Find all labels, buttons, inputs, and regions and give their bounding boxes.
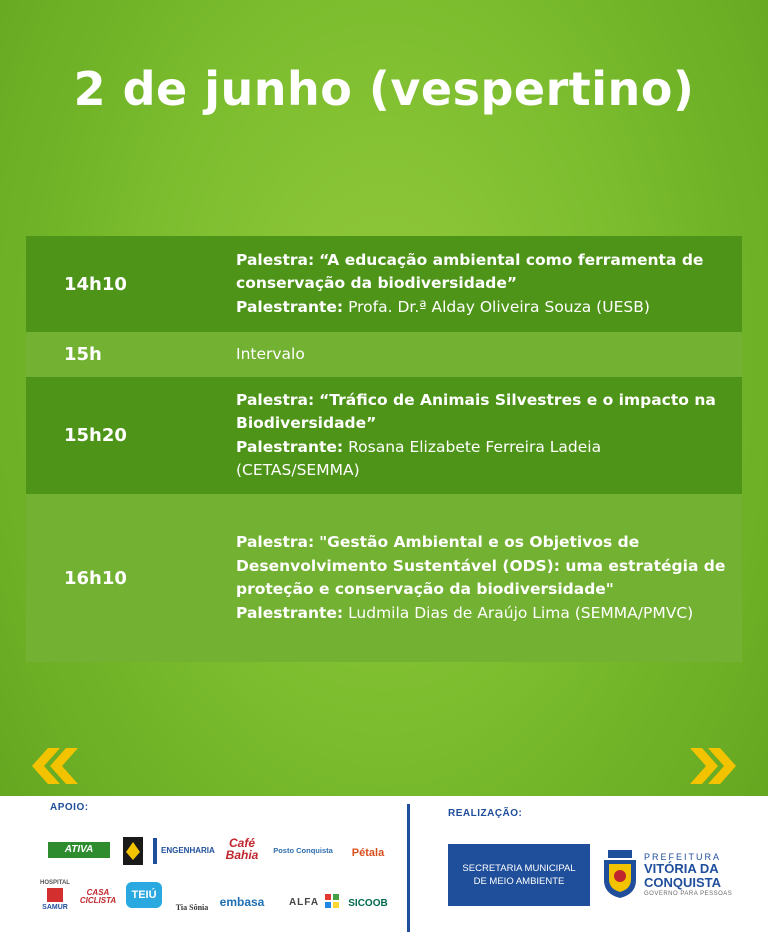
posto-conquista-logo: Posto Conquista xyxy=(273,846,333,856)
samur-logo xyxy=(38,878,72,912)
schedule-table xyxy=(26,236,742,662)
alfa-logo: ALFA xyxy=(288,897,320,908)
schedule-row xyxy=(26,494,742,662)
speaker-name: Rosana Elizabete Ferreira Ladeia (CETAS/SEMMA) xyxy=(236,437,602,479)
talk-title: “Tráfico de Animais Silvestres e o impacto na Biodiversidade” xyxy=(236,390,716,432)
speaker-label: Palestrante: xyxy=(236,437,344,456)
cafe-bahia-logo: Café Bahia xyxy=(225,836,259,862)
page-title: 2 de junho (vespertino) xyxy=(73,62,695,116)
schedule-time: 15h xyxy=(64,344,102,365)
speaker-name: Ludmila Dias de Araújo Lima (SEMMA/PMVC) xyxy=(348,603,694,622)
sicoob-logo: SICOOB xyxy=(348,898,388,909)
talk-label: Palestra: xyxy=(236,533,315,551)
talk-title: "Gestão Ambiental e os Objetivos de Desenvolvimento Sustentável (ODS): uma estratégia de proteção e conservação da biodiversidade" xyxy=(236,533,726,598)
semma-logo xyxy=(448,844,590,906)
divider xyxy=(407,804,410,932)
embasa-logo: embasa xyxy=(219,895,265,909)
speaker-label: Palestrante: xyxy=(236,297,344,316)
footer xyxy=(0,796,768,940)
samur-logo-text: SAMUR xyxy=(42,903,68,911)
schedule-row xyxy=(26,236,742,332)
city-crest-icon xyxy=(600,848,640,900)
realization-label: REALIZAÇÃO: xyxy=(448,808,523,819)
pmvc-line-3: GOVERNO PARA PESSOAS xyxy=(644,891,733,897)
schedule-time: 14h10 xyxy=(64,273,127,295)
schedule-row xyxy=(26,377,742,494)
petala-logo: Pétala xyxy=(351,846,385,859)
alfa-mark-icon xyxy=(325,894,339,908)
break-label: Intervalo xyxy=(236,344,305,363)
schedule-row xyxy=(26,332,742,377)
pmvc-line-2b: CONQUISTA xyxy=(644,875,722,890)
schedule-description xyxy=(236,249,742,320)
speaker-label: Palestrante: xyxy=(236,603,344,622)
samur-cross-icon xyxy=(47,888,63,902)
semma-line-1: SECRETARIA MUNICIPAL xyxy=(462,863,576,874)
previous-arrow-icon[interactable] xyxy=(28,748,84,784)
pmvc-logo xyxy=(644,852,754,897)
tia-sonia-logo: Tia Sônia xyxy=(175,903,209,912)
speaker-name: Profa. Dr.ª Alday Oliveira Souza (UESB) xyxy=(348,297,650,316)
semma-line-2: DE MEIO AMBIENTE xyxy=(473,876,565,887)
schedule-description xyxy=(236,531,742,625)
next-arrow-icon[interactable] xyxy=(684,748,740,784)
teiu-logo: TEIÚ xyxy=(126,882,162,908)
pmvc-line-2a: VITÓRIA DA xyxy=(644,861,719,876)
schedule-description xyxy=(236,389,742,483)
casa-ciclista-logo: CASA CICLISTA xyxy=(79,888,117,905)
samur-logo-top: HOSPITAL xyxy=(40,879,70,886)
schedule-time: 15h20 xyxy=(64,425,127,446)
engenharia-logo: ENGENHARIA xyxy=(153,838,219,864)
support-label: APOIO: xyxy=(50,802,89,813)
talk-label: Palestra: xyxy=(236,250,315,269)
talk-label: Palestra: xyxy=(236,390,315,409)
shield-logo-icon xyxy=(122,836,144,866)
talk-title: “A educação ambiental como ferramenta de conservação da biodiversidade” xyxy=(236,250,704,293)
pmvc-line-1: PREFEITURA xyxy=(644,852,722,862)
ativa-logo: ATIVA xyxy=(48,842,110,858)
schedule-time: 16h10 xyxy=(64,567,127,589)
